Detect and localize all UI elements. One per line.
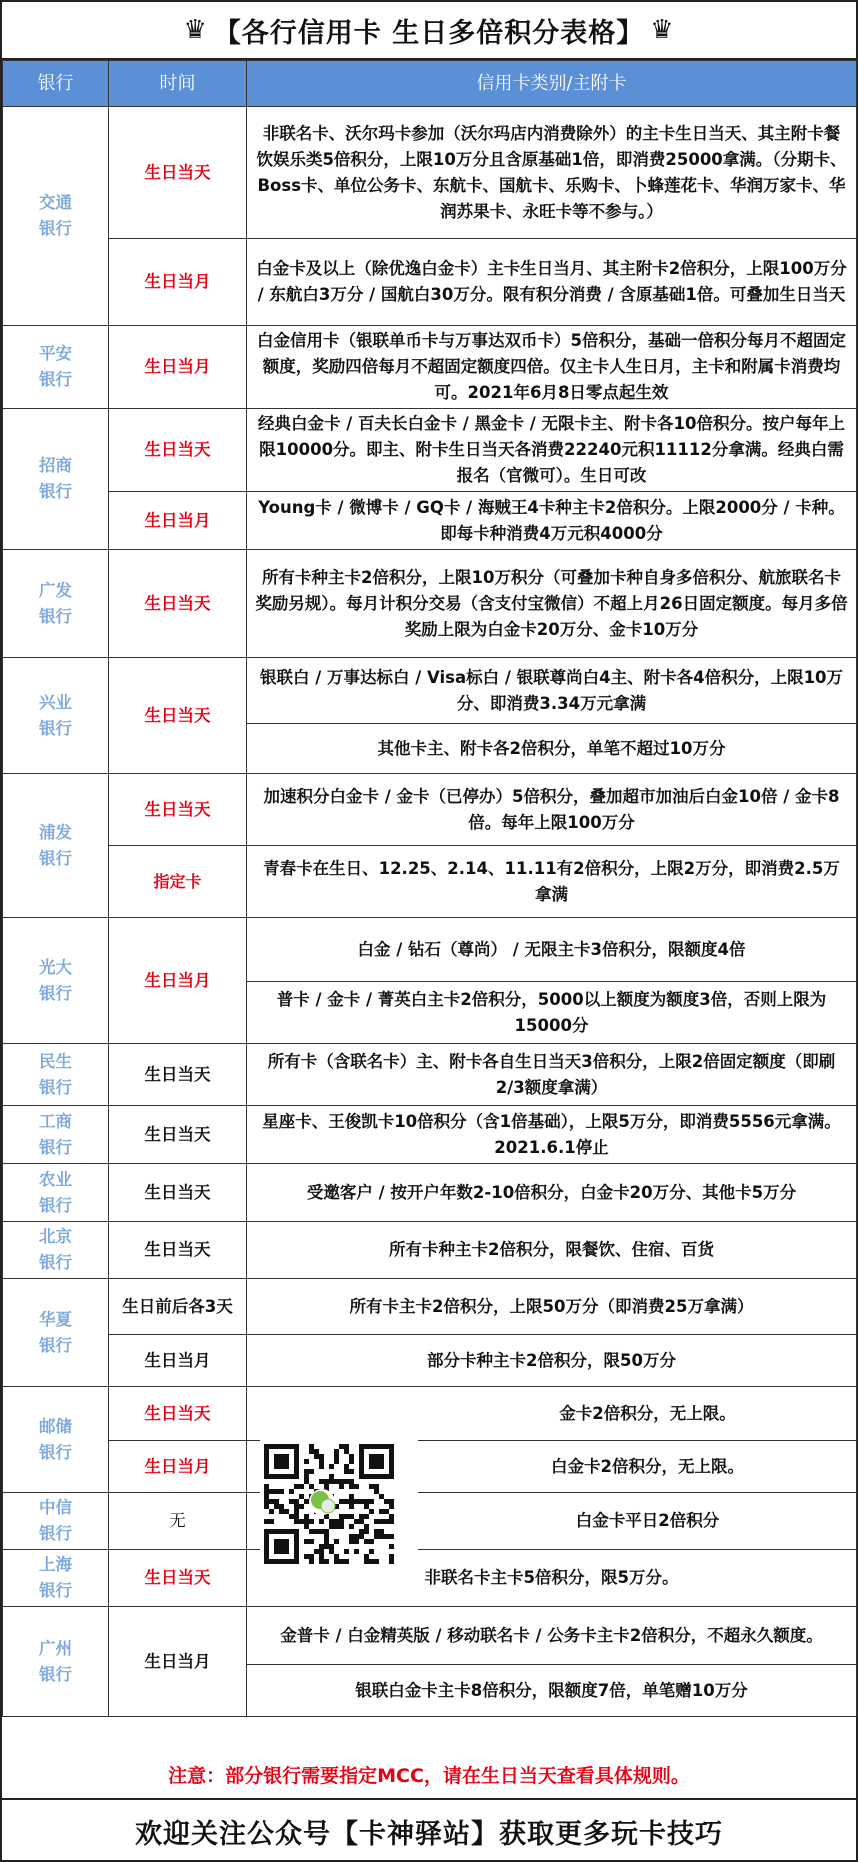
table-row xyxy=(3,550,857,658)
time-cell: 生日当月 xyxy=(109,1335,247,1387)
time-cell: 生日前后各3天 xyxy=(109,1279,247,1335)
desc-cell: 经典白金卡 / 百夫长白金卡 / 黑金卡 / 无限卡主、附卡各10倍积分。按户每年上限10000分。即主、附卡生日当天各消费22240元积11112分拿满。经典白需报名（官微可）。生日可改 xyxy=(247,409,857,492)
time-cell: 生日当天 xyxy=(109,1387,247,1441)
desc-cell: 青春卡在生日、12.25、2.14、11.11有2倍积分，上限2万分，即消费2.5万拿满 xyxy=(247,846,857,918)
table-header-row xyxy=(3,61,857,107)
table-row xyxy=(3,774,857,846)
table-row xyxy=(3,658,857,724)
time-cell: 无 xyxy=(109,1493,247,1550)
table-row xyxy=(3,1044,857,1106)
bank-cell: 平安 银行 xyxy=(3,326,109,409)
bank-cell: 广发 银行 xyxy=(3,550,109,658)
table-row xyxy=(3,239,857,326)
header-card: 信用卡类别/主附卡 xyxy=(247,61,857,107)
bank-cell: 农业 银行 xyxy=(3,1164,109,1222)
desc-cell: 白金卡及以上（除优逸白金卡）主卡生日当月、其主附卡2倍积分，上限100万分 / 东航白3万分 / 国航白30万分。限有积分消费 / 含原基础1倍。可叠加生日当天 xyxy=(247,239,857,326)
desc-cell: 银联白 / 万事达标白 / Visa标白 / 银联尊尚白4主、附卡各4倍积分，上限10万分、即消费3.34万元拿满 xyxy=(247,658,857,724)
time-cell: 生日当天 xyxy=(109,658,247,774)
table-row xyxy=(3,1550,857,1607)
time-cell: 生日当月 xyxy=(109,492,247,550)
desc-cell: 普卡 / 金卡 / 菁英白主卡2倍积分，5000以上额度为额度3倍，否则上限为15000分 xyxy=(247,982,857,1044)
page-title xyxy=(2,2,856,60)
desc-cell: 受邀客户 / 按开户年数2-10倍积分，白金卡20万分、其他卡5万分 xyxy=(247,1164,857,1222)
time-cell: 生日当月 xyxy=(109,239,247,326)
footer-text: 欢迎关注公众号【卡神驿站】获取更多玩卡技巧 xyxy=(135,1818,723,1850)
title-text: 【各行信用卡 生日多倍积分表格】 xyxy=(213,17,645,49)
desc-cell: 金卡2倍积分，无上限。 xyxy=(247,1387,857,1441)
time-cell: 生日当天 xyxy=(109,1106,247,1164)
time-cell: 生日当天 xyxy=(109,409,247,492)
time-cell: 生日当月 xyxy=(109,1607,247,1717)
desc-cell: 非联名卡、沃尔玛卡参加（沃尔玛店内消费除外）的主卡生日当天、其主附卡餐饮娱乐类5倍积分，上限10万分且含原基础1倍，即消费25000拿满。（分期卡、Boss卡、单位公务卡、东航卡、国航卡、乐购卡、卜蜂莲花卡、华润万家卡、华润苏果卡、永旺卡等不参与。） xyxy=(247,107,857,239)
crown-icon-left: ♛ xyxy=(183,15,208,45)
table-row xyxy=(3,1387,857,1441)
qr-code-icon xyxy=(260,1440,418,1580)
table-row xyxy=(3,1493,857,1550)
desc-cell: 部分卡种主卡2倍积分，限50万分 xyxy=(247,1335,857,1387)
desc-cell: 银联白金卡主卡8倍积分，限额度7倍，单笔赠10万分 xyxy=(247,1665,857,1717)
desc-cell: 白金卡平日2倍积分 xyxy=(247,1493,857,1550)
table-row xyxy=(3,1222,857,1279)
time-cell: 指定卡 xyxy=(109,846,247,918)
table-row xyxy=(3,107,857,239)
bank-cell: 交通 银行 xyxy=(3,107,109,326)
table-row xyxy=(3,1106,857,1164)
bank-cell: 中信 银行 xyxy=(3,1493,109,1550)
credit-card-table xyxy=(2,60,857,1717)
bank-cell: 招商 银行 xyxy=(3,409,109,550)
bank-cell: 浦发 银行 xyxy=(3,774,109,918)
time-cell: 生日当天 xyxy=(109,774,247,846)
desc-cell: 其他卡主、附卡各2倍积分，单笔不超过10万分 xyxy=(247,724,857,774)
bank-cell: 兴业 银行 xyxy=(3,658,109,774)
bank-cell: 邮储 银行 xyxy=(3,1387,109,1493)
bank-cell: 华夏 银行 xyxy=(3,1279,109,1387)
desc-cell: Young卡 / 微博卡 / GQ卡 / 海贼王4卡种主卡2倍积分。上限2000分 / 卡种。即每卡种消费4万元积4000分 xyxy=(247,492,857,550)
table-row xyxy=(3,1441,857,1493)
bank-cell: 广州 银行 xyxy=(3,1607,109,1717)
bank-cell: 民生 银行 xyxy=(3,1044,109,1106)
desc-cell: 白金 / 钻石（尊尚） / 无限主卡3倍积分，限额度4倍 xyxy=(247,918,857,982)
desc-cell: 金普卡 / 白金精英版 / 移动联名卡 / 公务卡主卡2倍积分，不超永久额度。 xyxy=(247,1607,857,1665)
header-time: 时间 xyxy=(109,61,247,107)
desc-cell: 白金信用卡（银联单币卡与万事达双币卡）5倍积分，基础一倍积分每月不超固定额度，奖励四倍每月不超固定额度四倍。仅主卡人生日月，主卡和附属卡消费均可。2021年6月8日零点起生效 xyxy=(247,326,857,409)
time-cell: 生日当天 xyxy=(109,107,247,239)
desc-cell: 非联名卡主卡5倍积分，限5万分。 xyxy=(247,1550,857,1607)
desc-cell: 所有卡（含联名卡）主、附卡各自生日当天3倍积分，上限2倍固定额度（即刷2/3额度拿满） xyxy=(247,1044,857,1106)
qr-code-graphic xyxy=(260,1440,418,1580)
table-row xyxy=(3,1164,857,1222)
bank-cell: 上海 银行 xyxy=(3,1550,109,1607)
note-text: 注意：部分银行需要指定MCC，请在生日当天查看具体规则。 xyxy=(2,1750,856,1800)
bank-cell: 工商 银行 xyxy=(3,1106,109,1164)
table-row xyxy=(3,492,857,550)
crown-icon-right: ♛ xyxy=(650,15,675,45)
table-row xyxy=(3,1279,857,1335)
desc-cell: 所有卡种主卡2倍积分，上限10万积分（可叠加卡种自身多倍积分、航旅联名卡奖励另规）。每月计积分交易（含支付宝微信）不超上月26日固定额度。每月多倍奖励上限为白金卡20万分、金卡10万分 xyxy=(247,550,857,658)
table-row xyxy=(3,409,857,492)
table-row xyxy=(3,846,857,918)
bank-cell: 光大 银行 xyxy=(3,918,109,1044)
bank-cell: 北京 银行 xyxy=(3,1222,109,1279)
table-row xyxy=(3,918,857,982)
time-cell: 生日当月 xyxy=(109,918,247,1044)
header-bank: 银行 xyxy=(3,61,109,107)
time-cell: 生日当天 xyxy=(109,1164,247,1222)
table-row xyxy=(3,326,857,409)
desc-cell: 所有卡主卡2倍积分，上限50万分（即消费25万拿满） xyxy=(247,1279,857,1335)
time-cell: 生日当天 xyxy=(109,550,247,658)
time-cell: 生日当天 xyxy=(109,1550,247,1607)
desc-cell: 加速积分白金卡 / 金卡（已停办）5倍积分，叠加超市加油后白金10倍 / 金卡8倍。每年上限100万分 xyxy=(247,774,857,846)
desc-cell: 白金卡2倍积分，无上限。 xyxy=(247,1441,857,1493)
desc-cell: 所有卡种主卡2倍积分，限餐饮、住宿、百货 xyxy=(247,1222,857,1279)
time-cell: 生日当天 xyxy=(109,1222,247,1279)
desc-cell: 星座卡、王俊凯卡10倍积分（含1倍基础），上限5万分，即消费5556元拿满。2021.6.1停止 xyxy=(247,1106,857,1164)
time-cell: 生日当月 xyxy=(109,1441,247,1493)
time-cell: 生日当天 xyxy=(109,1044,247,1106)
table-row xyxy=(3,1335,857,1387)
time-cell: 生日当月 xyxy=(109,326,247,409)
table-row xyxy=(3,1607,857,1665)
